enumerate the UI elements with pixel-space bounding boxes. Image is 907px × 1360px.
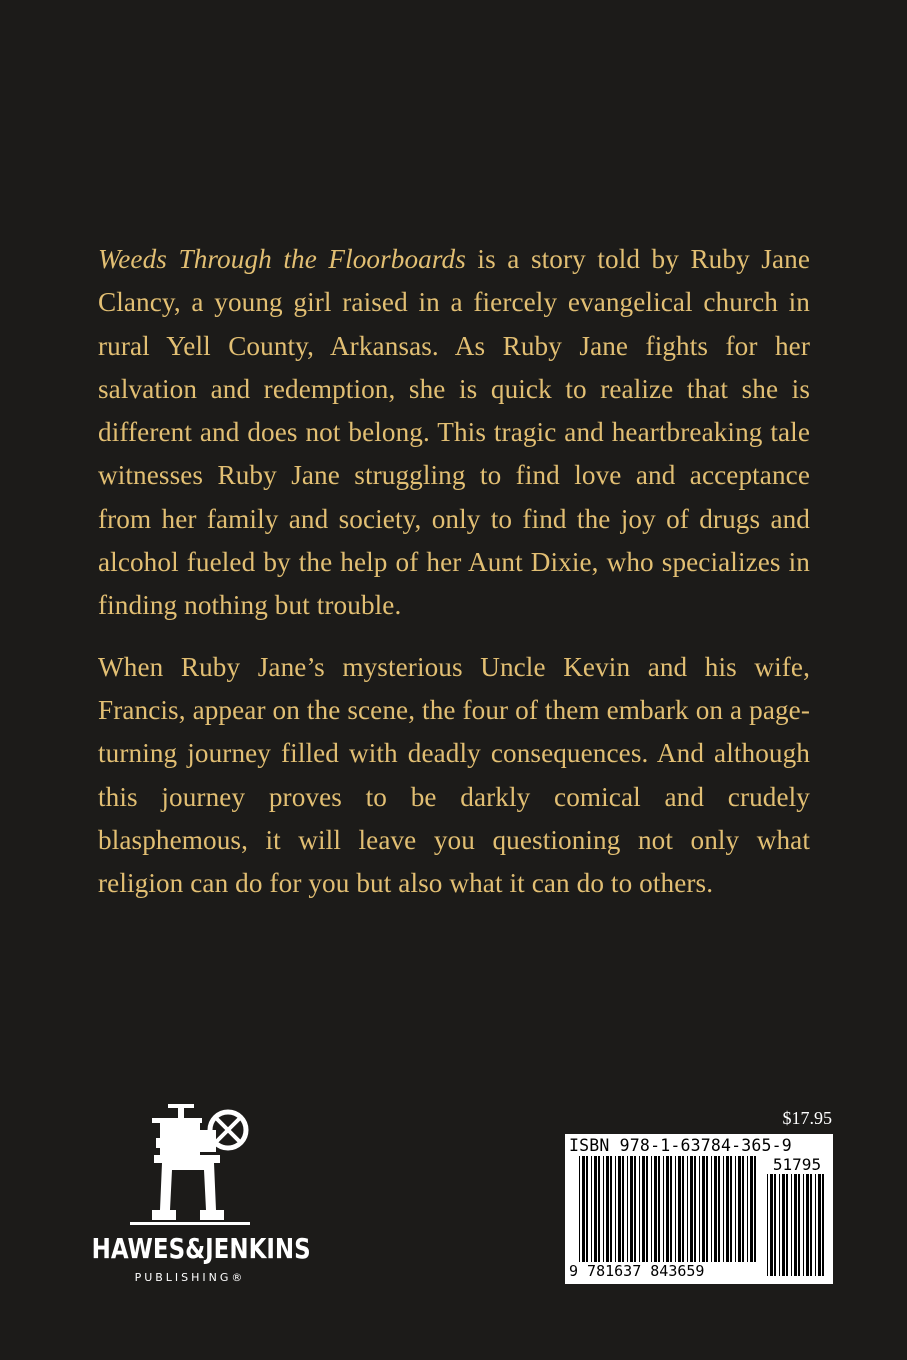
ean-digits: 9 781637 843659 xyxy=(569,1262,759,1280)
publisher-logo xyxy=(70,1100,310,1290)
addon-barcode-bars xyxy=(767,1174,827,1276)
isbn-barcode xyxy=(565,1134,833,1284)
addon-digits: 51795 xyxy=(772,1155,822,1174)
back-cover-blurb xyxy=(98,238,810,905)
printing-press-icon xyxy=(130,1100,250,1228)
isbn-text: ISBN 978-1-63784-365-9 xyxy=(569,1136,792,1155)
ean-barcode-bars xyxy=(579,1156,757,1276)
blurb-paragraph-1-text: is a story told by Ruby Jane Clancy, a young girl raised in a fiercely evangelical church in rural Yell County, Arkansas. As Ruby Jane fights for her salvation and redemption, she is quick to realize that she is different and does not belong. This tragic and heartbreaking tale witnesses Ruby Jane struggling to find love and acceptance from her family and society, only to find the joy of drugs and alcohol fueled by the help of her Aunt Dixie, who specializes in finding nothing but trouble. xyxy=(98,244,810,621)
blurb-paragraph-2: When Ruby Jane’s mysterious Uncle Kevin and his wife, Francis, appear on the scene, the four of them embark on a page-turning journey filled with deadly consequences. And although this journey proves to be darkly comical and crudely blasphemous, it will leave you questioning not only what religion can do for you but also what it can do to others. xyxy=(98,651,810,899)
blurb-paragraph-1 xyxy=(98,238,810,628)
book-title: Weeds Through the Floorboards xyxy=(98,244,466,274)
price-label: $17.95 xyxy=(782,1108,832,1128)
publisher-name: HAWES&JENKINS xyxy=(91,1232,311,1265)
publisher-subline: PUBLISHING® xyxy=(134,1271,246,1284)
